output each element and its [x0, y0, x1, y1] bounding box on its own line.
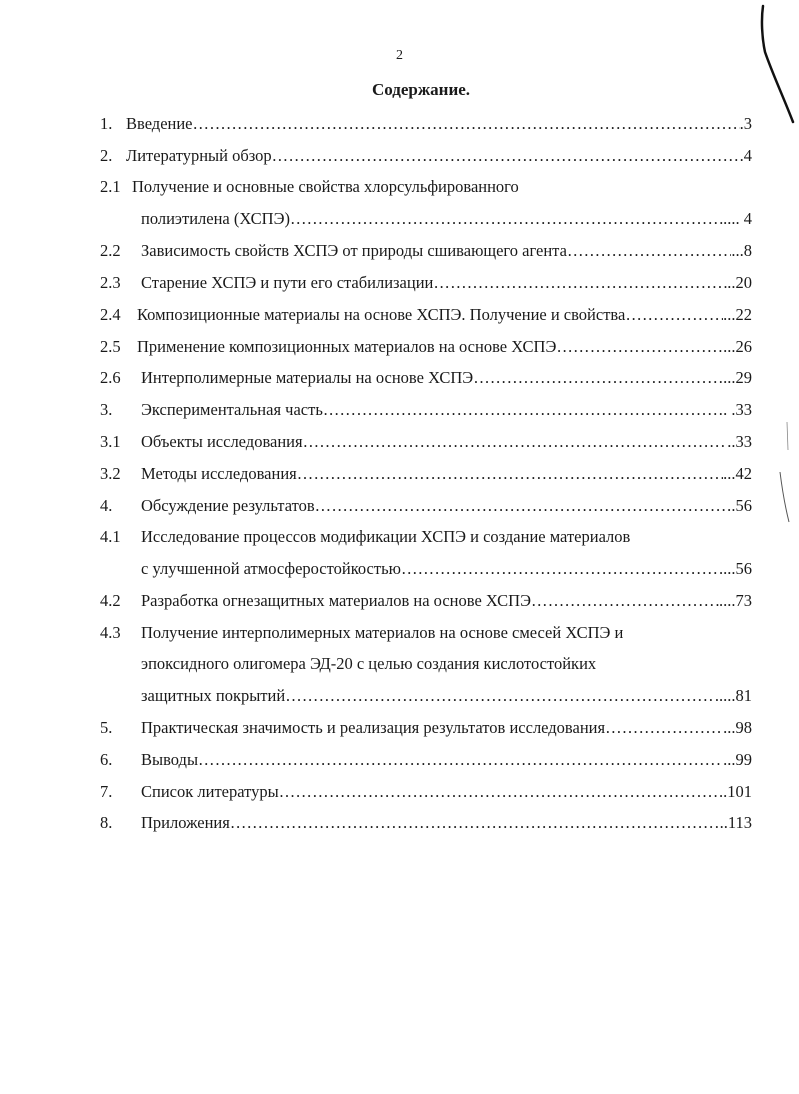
dot-leader: [625, 303, 723, 327]
toc-entry-page: ....56: [719, 559, 752, 578]
toc-entry-page: .....81: [714, 686, 752, 705]
toc-entry-number: 2.2: [100, 241, 121, 260]
toc-entry-title: Интерполимерные материалы на основе ХСПЭ: [141, 368, 474, 387]
toc-entry-page: . .33: [723, 400, 752, 419]
toc-entry-number: 4.3: [100, 623, 121, 642]
toc-entry-page: ...42: [723, 464, 752, 483]
toc-entry-page: ...22: [723, 305, 752, 324]
toc-entry: [126, 144, 752, 168]
toc-entry: [141, 780, 752, 804]
dot-leader: [285, 684, 715, 708]
toc-entry: [141, 525, 630, 549]
toc-entry-number: 3.: [100, 400, 113, 419]
toc-entry-page: ...29: [723, 368, 752, 387]
scan-mark-top-right: [745, 0, 799, 130]
toc-entry-number: 2.: [100, 146, 113, 165]
toc-entry-title: Применение композиционных материалов на основе ХСПЭ: [137, 337, 557, 356]
dot-leader: [567, 239, 731, 263]
dot-leader: [297, 462, 723, 486]
toc-entry-number: 2.5: [100, 337, 121, 356]
toc-entry-page: .56: [731, 496, 752, 515]
toc-entry-page: ....73: [719, 591, 752, 610]
toc-entry: [141, 462, 752, 486]
toc-entry-number: 2.3: [100, 273, 121, 292]
toc-entry-page: ..101: [719, 782, 752, 801]
dot-leader: [401, 557, 719, 581]
scan-mark-right-small: [782, 420, 792, 460]
toc-entry: [141, 557, 752, 581]
toc-entry-page: ..20: [727, 273, 752, 292]
dot-leader: [230, 811, 720, 835]
toc-entry-title: Практическая значимость и реализация результатов исследования: [141, 718, 606, 737]
toc-entry: [141, 494, 752, 518]
toc-entry-number: 6.: [100, 750, 113, 769]
dot-leader: [605, 716, 723, 740]
dot-leader: [303, 430, 728, 454]
toc-entry-title: эпоксидного олигомера ЭД-20 с целью создания кислотостойких: [141, 654, 597, 673]
toc-entry-title: Методы исследования: [141, 464, 297, 483]
toc-entry-title: Зависимость свойств ХСПЭ от природы сшивающего агента: [141, 241, 567, 260]
toc-entry-page: ..33: [727, 432, 752, 451]
toc-entry-title: Экспериментальная часть: [141, 400, 323, 419]
toc-entry-title: Исследование процессов модификации ХСПЭ и создание материалов: [141, 527, 631, 546]
toc-entry-title: полиэтилена (ХСПЭ): [141, 209, 290, 228]
dot-leader: [279, 780, 719, 804]
dot-leader: [531, 589, 719, 613]
toc-entry-title: Старение ХСПЭ и пути его стабилизации: [141, 273, 434, 292]
toc-entry: [141, 430, 752, 454]
dot-leader: [290, 207, 723, 231]
toc-entry-title: Введение: [126, 114, 193, 133]
toc-entry-page: ...8: [731, 241, 752, 260]
toc-entry-title: Список литературы: [141, 782, 279, 801]
toc-entry-number: 5.: [100, 718, 113, 737]
dot-leader: [198, 748, 723, 772]
dot-leader: [433, 271, 727, 295]
toc-entry-number: 2.6: [100, 368, 121, 387]
dot-leader: [323, 398, 723, 422]
toc-entry-page: ...98: [723, 718, 752, 737]
toc-entry-title: Выводы: [141, 750, 199, 769]
toc-entry-page: .3: [739, 114, 752, 133]
page-number: 2: [396, 48, 403, 63]
toc-entry: [141, 589, 752, 613]
toc-entry-title: Литературный обзор: [126, 146, 272, 165]
toc-entry-number: 1.: [100, 114, 113, 133]
toc-entry: [141, 811, 752, 835]
dot-leader: [556, 335, 723, 359]
toc-entry-page: ..113: [719, 813, 752, 832]
toc-entry-number: 3.1: [100, 432, 121, 451]
toc-entry-number: 3.2: [100, 464, 121, 483]
toc-entry-title: Получение и основные свойства хлорсульфированного: [132, 177, 519, 196]
toc-entry: [141, 239, 752, 263]
toc-entry: [132, 175, 519, 199]
toc-entry-title: защитных покрытий: [141, 686, 286, 705]
toc-entry-number: 2.4: [100, 305, 121, 324]
toc-entry-title: Приложения: [141, 813, 230, 832]
toc-entry: [141, 684, 752, 708]
toc-entry-title: Композиционные материалы на основе ХСПЭ. Получение и свойства: [137, 305, 626, 324]
toc-entry-title: Получение интерполимерных материалов на основе смесей ХСПЭ и: [141, 623, 624, 642]
toc-entry-number: 4.2: [100, 591, 121, 610]
toc-entry: [141, 207, 752, 231]
toc-entry-number: 4.1: [100, 527, 121, 546]
toc-entry-number: 2.1: [100, 177, 121, 196]
toc-entry-page: .... 4: [723, 209, 752, 228]
toc-entry-number: 4.: [100, 496, 113, 515]
toc-entry-title: с улучшенной атмосферостойкостью: [141, 559, 401, 578]
toc-entry-number: 8.: [100, 813, 113, 832]
toc-entry-title: Обсуждение результатов: [141, 496, 315, 515]
toc-entry-title: Объекты исследования: [141, 432, 303, 451]
scan-mark-right: [770, 470, 799, 530]
dot-leader: [315, 494, 732, 518]
toc-entry: [141, 748, 752, 772]
toc-entry-page: ...99: [723, 750, 752, 769]
toc-entry-title: Разработка огнезащитных материалов на основе ХСПЭ: [141, 591, 531, 610]
toc-entry: [141, 398, 752, 422]
toc-entry-number: 7.: [100, 782, 113, 801]
toc-entry: [141, 271, 752, 295]
dot-leader: [272, 144, 740, 168]
dot-leader: [193, 112, 740, 136]
toc-entry: [141, 652, 596, 676]
page-title: Содержание.: [371, 80, 471, 99]
toc-entry: [126, 112, 752, 136]
toc-entry: [137, 303, 752, 327]
toc-entry: [141, 621, 623, 645]
dot-leader: [473, 366, 723, 390]
toc-entry-page: ...26: [723, 337, 752, 356]
toc-entry: [137, 335, 752, 359]
toc-entry: [141, 366, 752, 390]
toc-entry: [141, 716, 752, 740]
toc-entry-page: .4: [739, 146, 752, 165]
